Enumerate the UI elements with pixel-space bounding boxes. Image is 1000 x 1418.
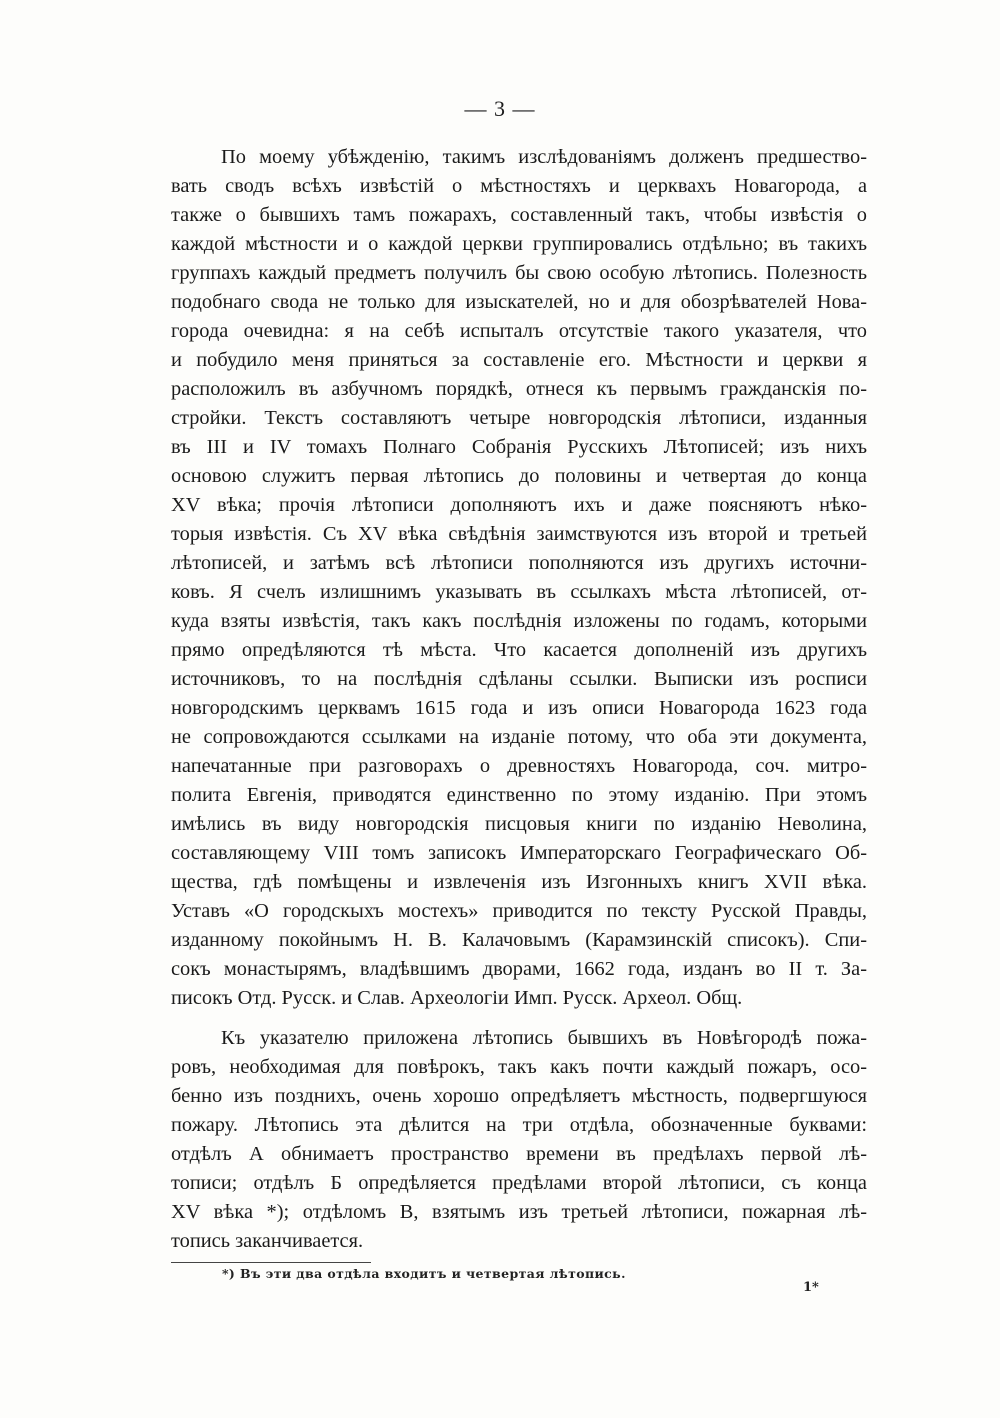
paragraph-2 bbox=[171, 1024, 867, 1256]
text-line: основою служитъ первая лѣтопись до половины и четвертая до конца bbox=[171, 465, 867, 487]
text-line: источниковъ, то на послѣднія сдѣланы ссылки. Выписки изъ росписи bbox=[171, 668, 867, 690]
body-text bbox=[171, 143, 867, 1256]
text-line: имѣлись въ виду новгородскія писцовыя книги по изданію Неволина, bbox=[171, 813, 867, 835]
text-line: ковъ. Я счелъ излишнимъ указывать въ ссылкахъ мѣста лѣтописей, от- bbox=[171, 581, 867, 603]
text-line: стройки. Текстъ составляютъ четыре новгородскія лѣтописи, изданныя bbox=[171, 407, 867, 429]
text-line: Уставъ «О городскыхъ мостехъ» приводится по тексту Русской Правды, bbox=[171, 900, 867, 922]
text-line: По моему убѣжденію, такимъ изслѣдованіямъ долженъ предшество- bbox=[221, 146, 867, 168]
text-line: города очевидна: я на себѣ испыталъ отсутствіе такого указателя, что bbox=[171, 320, 867, 342]
page-number: — 3 — bbox=[464, 96, 536, 121]
paragraph-1 bbox=[171, 143, 867, 1013]
footnote: *) Въ эти два отдѣла входитъ и четвертая лѣтопись. bbox=[222, 1266, 626, 1281]
text-line: XV вѣка *); отдѣломъ В, взятымъ изъ третьей лѣтописи, пожарная лѣ- bbox=[171, 1201, 867, 1223]
text-line: каждой мѣстности и о каждой церкви группировались отдѣльно; въ такихъ bbox=[171, 233, 867, 255]
text-line: топись заканчивается. bbox=[171, 1230, 364, 1252]
text-line: составляющему VIII томъ записокъ Императорскаго Географическаго Об- bbox=[171, 842, 867, 864]
text-line: пожару. Лѣтопись эта дѣлится на три отдѣла, обозначенные буквами: bbox=[171, 1114, 867, 1136]
text-line: XV вѣка; прочія лѣтописи дополняютъ ихъ и даже поясняютъ нѣко- bbox=[171, 494, 867, 516]
text-line: новгородскимъ церквамъ 1615 года и изъ описи Новагорода 1623 года bbox=[171, 697, 867, 719]
footnote-divider bbox=[171, 1262, 371, 1263]
text-line: писокъ Отд. Русск. и Слав. Археологіи Имп. Русск. Археол. Общ. bbox=[171, 987, 743, 1009]
text-line: напечатанные при разговорахъ о древностяхъ Новагорода, соч. митро- bbox=[171, 755, 867, 777]
text-line: также о бывшихъ тамъ пожарахъ, составленный такъ, чтобы извѣстія о bbox=[171, 204, 867, 226]
text-line: бенно изъ позднихъ, очень хорошо опредѣляетъ мѣстность, подвергшуюся bbox=[171, 1085, 867, 1107]
text-line: отдѣлъ А обнимаетъ пространство времени въ предѣлахъ первой лѣ- bbox=[171, 1143, 867, 1165]
text-line: лѣтописей, и затѣмъ всѣ лѣтописи пополняются изъ другихъ источни- bbox=[171, 552, 867, 574]
text-line: сокъ монастырямъ, владѣвшимъ дворами, 1662 года, изданъ во II т. За- bbox=[171, 958, 867, 980]
text-line: подобнаго свода не только для изыскателей, но и для обозрѣвателей Нова- bbox=[171, 291, 867, 313]
text-line: и побудило меня приняться за составленіе его. Мѣстности и церкви я bbox=[171, 349, 867, 371]
text-line: ровъ, необходимая для повѣрокъ, такъ какъ почти каждый пожаръ, осо- bbox=[171, 1056, 867, 1078]
text-line: изданному покойнымъ Н. В. Калачовымъ (Карамзинскій списокъ). Спи- bbox=[171, 929, 867, 951]
text-line: куда взяты извѣстія, такъ какъ послѣднія изложены по годамъ, которыми bbox=[171, 610, 867, 632]
text-line: Къ указателю приложена лѣтопись бывшихъ въ Новѣгородѣ пожа- bbox=[221, 1027, 867, 1049]
text-line: торыя извѣстія. Съ XV вѣка свѣдѣнія заимствуются изъ второй и третьей bbox=[171, 523, 867, 545]
text-line: группахъ каждый предметъ получилъ бы свою особую лѣтопись. Полезность bbox=[171, 262, 867, 284]
text-line: тописи; отдѣлъ Б опредѣляется предѣлами второй лѣтописи, съ конца bbox=[171, 1172, 867, 1194]
text-line: расположилъ въ азбучномъ порядкѣ, отнеся къ первымъ гражданскія по- bbox=[171, 378, 867, 400]
text-line: прямо опредѣляются тѣ мѣста. Что касается дополненій изъ другихъ bbox=[171, 639, 867, 661]
text-line: вать сводъ всѣхъ извѣстій о мѣстностяхъ и церквахъ Новагорода, а bbox=[171, 175, 867, 197]
text-line: въ III и IV томахъ Полнаго Собранія Русскихъ Лѣтописей; изъ нихъ bbox=[171, 436, 867, 458]
signature-mark: 1* bbox=[803, 1280, 819, 1295]
text-line: полита Евгенія, приводятся единственно по этому изданію. При этомъ bbox=[171, 784, 867, 806]
text-line: щества, гдѣ помѣщены и извлеченія изъ Изгонныхъ книгъ XVII вѣка. bbox=[171, 871, 867, 893]
text-line: не сопровождаются ссылками на изданіе потому, что оба эти документа, bbox=[171, 726, 867, 748]
